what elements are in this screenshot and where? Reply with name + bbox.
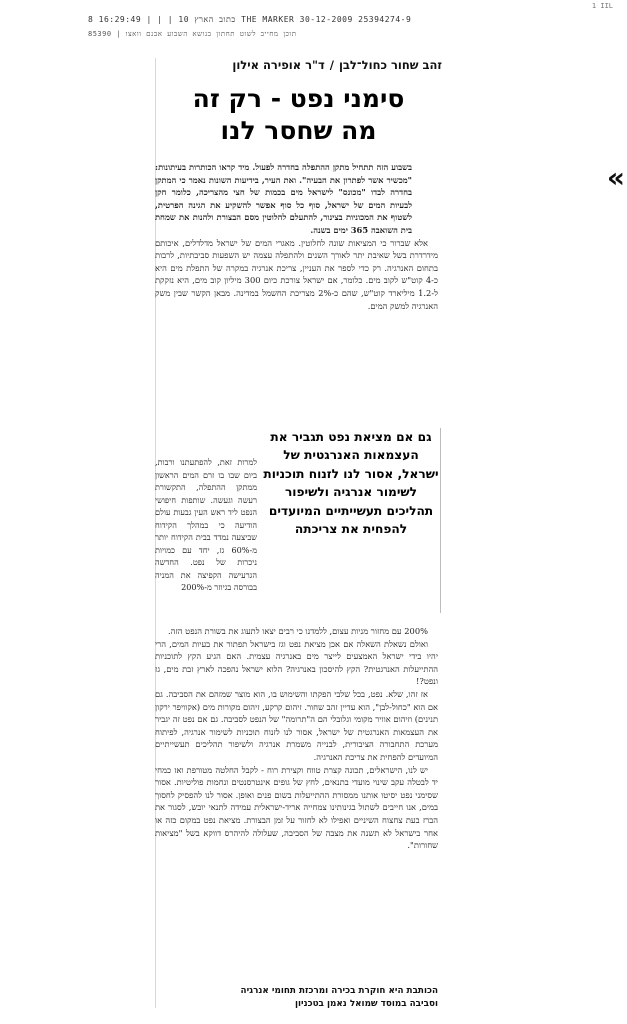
body-paragraph-1: 200% עם מחזור מניות עצום, ללמדנו כי רבים יצאו לתעוג את בשורת הנפט הזה. [168, 626, 428, 636]
lead-text [155, 161, 438, 461]
body-paragraph-4: יש לנו, הישראלים, תכונה קצרת טווח וקצירת רוח - לקבל החלטה מטורפת ואז כמחי יד לבטלה עקב שינוי מועדי בתנאים, לחץ של גופים אינטרסנטים ונחמות פוליטיות. אסור שסימני נפט יסיטו אותנו ממסורת ההתייעלות בשום פנים ואופן. אסור לנו להפסיק לחסוך במים, אנו חייבים לשתול בגינותינו צמחייה אריד-ישראלית עמידה לתנאי יובש, לסגור את הברז בעת צחצוח השיניים ואפילו לא לחזור על זמן הבצורת. מציאת נפט במקום כזה או אחר בישראל לא תשנה את מצבה של הסביבה, שעלולה להיהרס דווקא בשל "מציאות שחורות". [155, 764, 438, 851]
byline-author: ד"ר אופירה אילון [232, 58, 325, 72]
headline-line-2: מה שחסר לנו [220, 116, 377, 145]
headline [155, 83, 442, 147]
side-column [155, 456, 257, 618]
fax-page-mark: 1 IIL [591, 2, 613, 10]
double-chevron-left-icon: « [606, 161, 625, 194]
byline-separator: / [329, 58, 334, 72]
headline-line-1: סימני נפט - רק זה [192, 84, 405, 113]
body-paragraph-3: אז זהו, שלא. נפט, בכל שלבי הפקתו והשימוש בו, הוא מוצר שמזהם את הסביבה. גם אם הוא "כחול-לבן", הוא עדיין זהב שחור. זיהום קרקע, זיהום מקורות מים (אקוויפר ירקון תנינים) וזיהום אוויר מקומי וגלובלי הם ה"תרומה" של הנפט לסביבה. גם אם נפט זה יגביר את העצמאות האנרגטית של ישראל, אסור לנו לזנוח תוכניות לשימור אנרגיה, לפיתוח מערכת התחבורה הציבורית, לבנייה משמרת אנרגיה ולשיפור תהליכים תעשייתיים המיועדים להפחית את צריכת האנרגיה. [155, 688, 438, 762]
byline-title: זהב שחור כחול־לבן [338, 58, 442, 72]
pull-quote: גם אם מציאת נפט תגביר את העצמאות האנרגטית של ישראל, אסור לנו לזנוח תוכניות לשימור אנרגיה ולשיפור תהליכים תעשייתיים המיועדים להפחית את צריכתה [262, 428, 441, 613]
lead-paragraph-1: בשבוע הזה תתחיל מתקן ההתפלה בחדרה לפעול. מיד קראו הכותרות בעיתונות: "מכשיר אשר לפתרון את הבעיה". ואת העיר, בידיעות השונות נאמר כי המתקן בחדרה לבדו "מכונס" לישראל מים בכמות של חצי מהצריכה, כלומר חקן לבעיות המים של ישראל, סוף כל סוף אפשר להשקיע את הגינה הפרטית, לשטוף את המכוניות בצינור, להתעלם להלוטין מסם הבצורת ולהנות את שמחת בית השואבה 365 ימים בשנה. [155, 162, 412, 235]
author-note-line-1: הכותבת היא חוקרת בכירה ומרכזת תחומי אנרגיה [240, 986, 438, 996]
body-paragraph-2: ואולם נשאלת השאלה אם אכן מציאת נפט וגז בישראל תפתור את בעיות המים, הרי יהיו בידי ישראל האמצעים לייצר מים באנרגיה עצמית. האם הגיע הקץ לתוכניות ההתייעלות האנרגטית? הקץ להיסכון באנרגיה? הלוא ישראל נהפכה לארץ זבת מים, גז ונפט?! [155, 638, 438, 687]
fax-header [0, 0, 627, 40]
fax-header-line-2: 85390 | תוכן מחייב לשוט תחתון בנושא השבוע אבנם וואצו [88, 30, 297, 38]
byline [155, 58, 442, 78]
side-column-text: למרות זאת, להפתעתנו ורבות, ביום שבו בו זרם המים הראשון ממתקן ההתפלה, התקשורת רעשה וגעשה. שותפות חיפושי הנפט ליד ראש העין גבעות עולם הודיעה כי במהלך הקידוח שביצעה נמדד בבית הקידוח יותר מ-60% גז, יחד עם כמויות ניכרות של נפט. החדשה הגרעישה הקפיצה את המניה בבורסה בגיוזר מ-200% [155, 457, 257, 592]
fax-header-line-1: 8 16:29:49 | | | 10 כתוב הארץ THE MARKER 30-12-2009 25394274-9 [88, 15, 412, 24]
author-note-line-2: וסביבה במוסד שמואל נאמן בטכניון [294, 999, 438, 1009]
author-note [155, 985, 438, 1011]
body-text [155, 625, 438, 977]
lead-paragraph-2: אלא שברור כי המציאות שונה לחלוטין. מאגרי המים של ישראל מדלדלים, איכותם מידרדרת בשל שאיבת יתר לאורך השנים ולהתפלה עצמה יש השפעות סביבתיות, לרבות בתחום האנרגיה. רק כדי לספר את העניין, צריכת אנרגיה במקרה של התפלת מים היא כ-4 קוט"ש לקוב מים. כלומר, אם ישראל צורכת כיום 300 מיליון קוב מים, היא נזקקת ל-1.2 מיליארד קוט"ש, שהם כ-2% מצריכת החשמל במדינה. מבאן הקשר שבין משק האנרגיה למשק המים. [155, 237, 438, 311]
